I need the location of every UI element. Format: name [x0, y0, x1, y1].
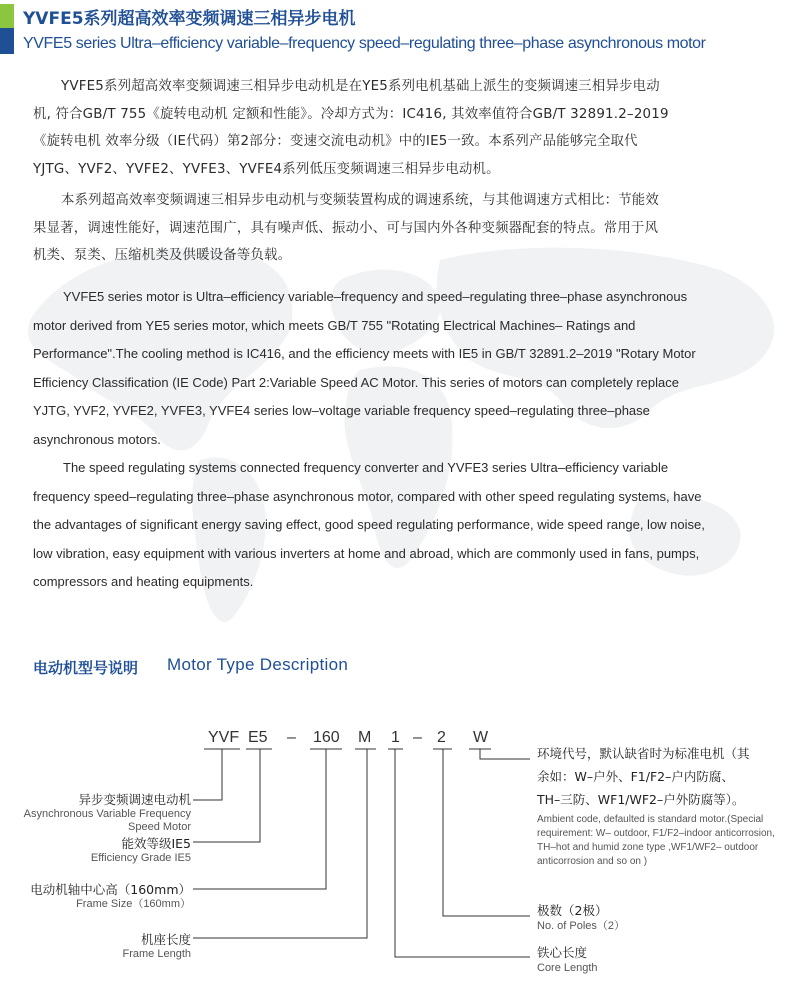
code-m: M [358, 729, 372, 746]
code-w: W [473, 729, 489, 746]
label-frame-length: 机座长度 Frame Length [122, 932, 191, 960]
page-title-en: YVFE5 series Ultra–efficiency variable–frequency speed–regulating three–phase asynchronous motor [23, 35, 706, 52]
code-poles: 2 [437, 729, 446, 746]
code-dash-2: – [413, 729, 422, 746]
intro-paragraph-cn-1: YVFE5系列超高效率变频调速三相异步电动机是在YE5系列电机基础上派生的变频调速三相异步电动 机, 符合GB/T 755《旋转电动机 定额和性能》。冷却方式为：IC416, 其效率值符合GB/T 32891.2–2019 《旋转电机 效率分级（IE代码）第2部分：变速交流电动机》中的IE5一致。本系列产品能够完全取代 YJTG、YVF2、YVFE2、YVFE3、YVFE4系列低压变频调速三相异步电动机。 [33, 79, 669, 177]
section-title-cn: 电动机型号说明 [33, 659, 139, 677]
code-yvf: YVF [208, 729, 240, 746]
label-motor-type: 异步变频调速电动机 Asynchronous Variable Frequency Speed Motor [23, 792, 191, 833]
section-title-en: Motor Type Description [167, 655, 349, 674]
page-title-cn: YVFE5系列超高效率变频调速三相异步电机 [23, 9, 356, 29]
code-one: 1 [391, 729, 400, 746]
label-frame-size: 电动机轴中心高（160mm） Frame Size（160mm） [30, 882, 191, 910]
code-dash-1: – [287, 729, 296, 746]
code-e5: E5 [248, 729, 268, 746]
label-poles: 极数（2极） No. of Poles（2） [537, 903, 626, 932]
label-environment-code: 环境代号，默认缺省时为标准电机（其 余如：W–户外、F1/F2–户内防腐、 TH–三防、WF1/WF2–户外防腐等）。 Ambient code, defaulted is standard motor.(Special requirement: W– outdoor, F1/F2–indoor anticorrosion, TH–hot and humid zone type ,WF1/WF2– outdoor anticorrosion and so on ) [537, 746, 775, 867]
label-efficiency-grade: 能效等级IE5 Efficiency Grade IE5 [90, 836, 191, 864]
intro-paragraph-en-2: The speed regulating systems connected frequency converter and YVFE3 series Ultra–efficiency variable frequency speed–regulating three–phase asynchronous motor, compared with other speed regulating systems, have the advantages of significant energy saving effect, good speed regulating performance, wide speed range, low noise, low vibration, easy equipment with various inverters at home and abroad, which are commonly used in fans, pumps, compressors and heating equipments. [33, 460, 705, 589]
intro-paragraph-cn-2: 本系列超高效率变频调速三相异步电动机与变频装置构成的调速系统，与其他调速方式相比：节能效 果显著，调速性能好，调速范围广，具有噪声低、振动小、可与国内外各种变频器配套的特点。常用于风 机类、泵类、压缩机类及供暖设备等负载。 [33, 193, 659, 263]
label-core-length: 铁心长度 Core Length [537, 945, 598, 974]
code-frame-size: 160 [313, 729, 340, 746]
intro-paragraph-en-1: YVFE5 series motor is Ultra–efficiency variable–frequency and speed–regulating three–phase asynchronous motor derived from YE5 series motor, which meets GB/T 755 "Rotating Electrical Machines– Ratings and Performance".The cooling method is IC416, and the efficiency meets with IE5 in GB/T 32891.2–2019 "Rotary Motor Efficiency Classification (IE Code) Part 2:Variable Speed AC Motor. This series of motors can completely replace YJTG, YVF2, YVFE2, YVFE3, YVFE4 series low–voltage variable frequency speed–regulating three–phase asynchronous motors. [33, 289, 696, 447]
